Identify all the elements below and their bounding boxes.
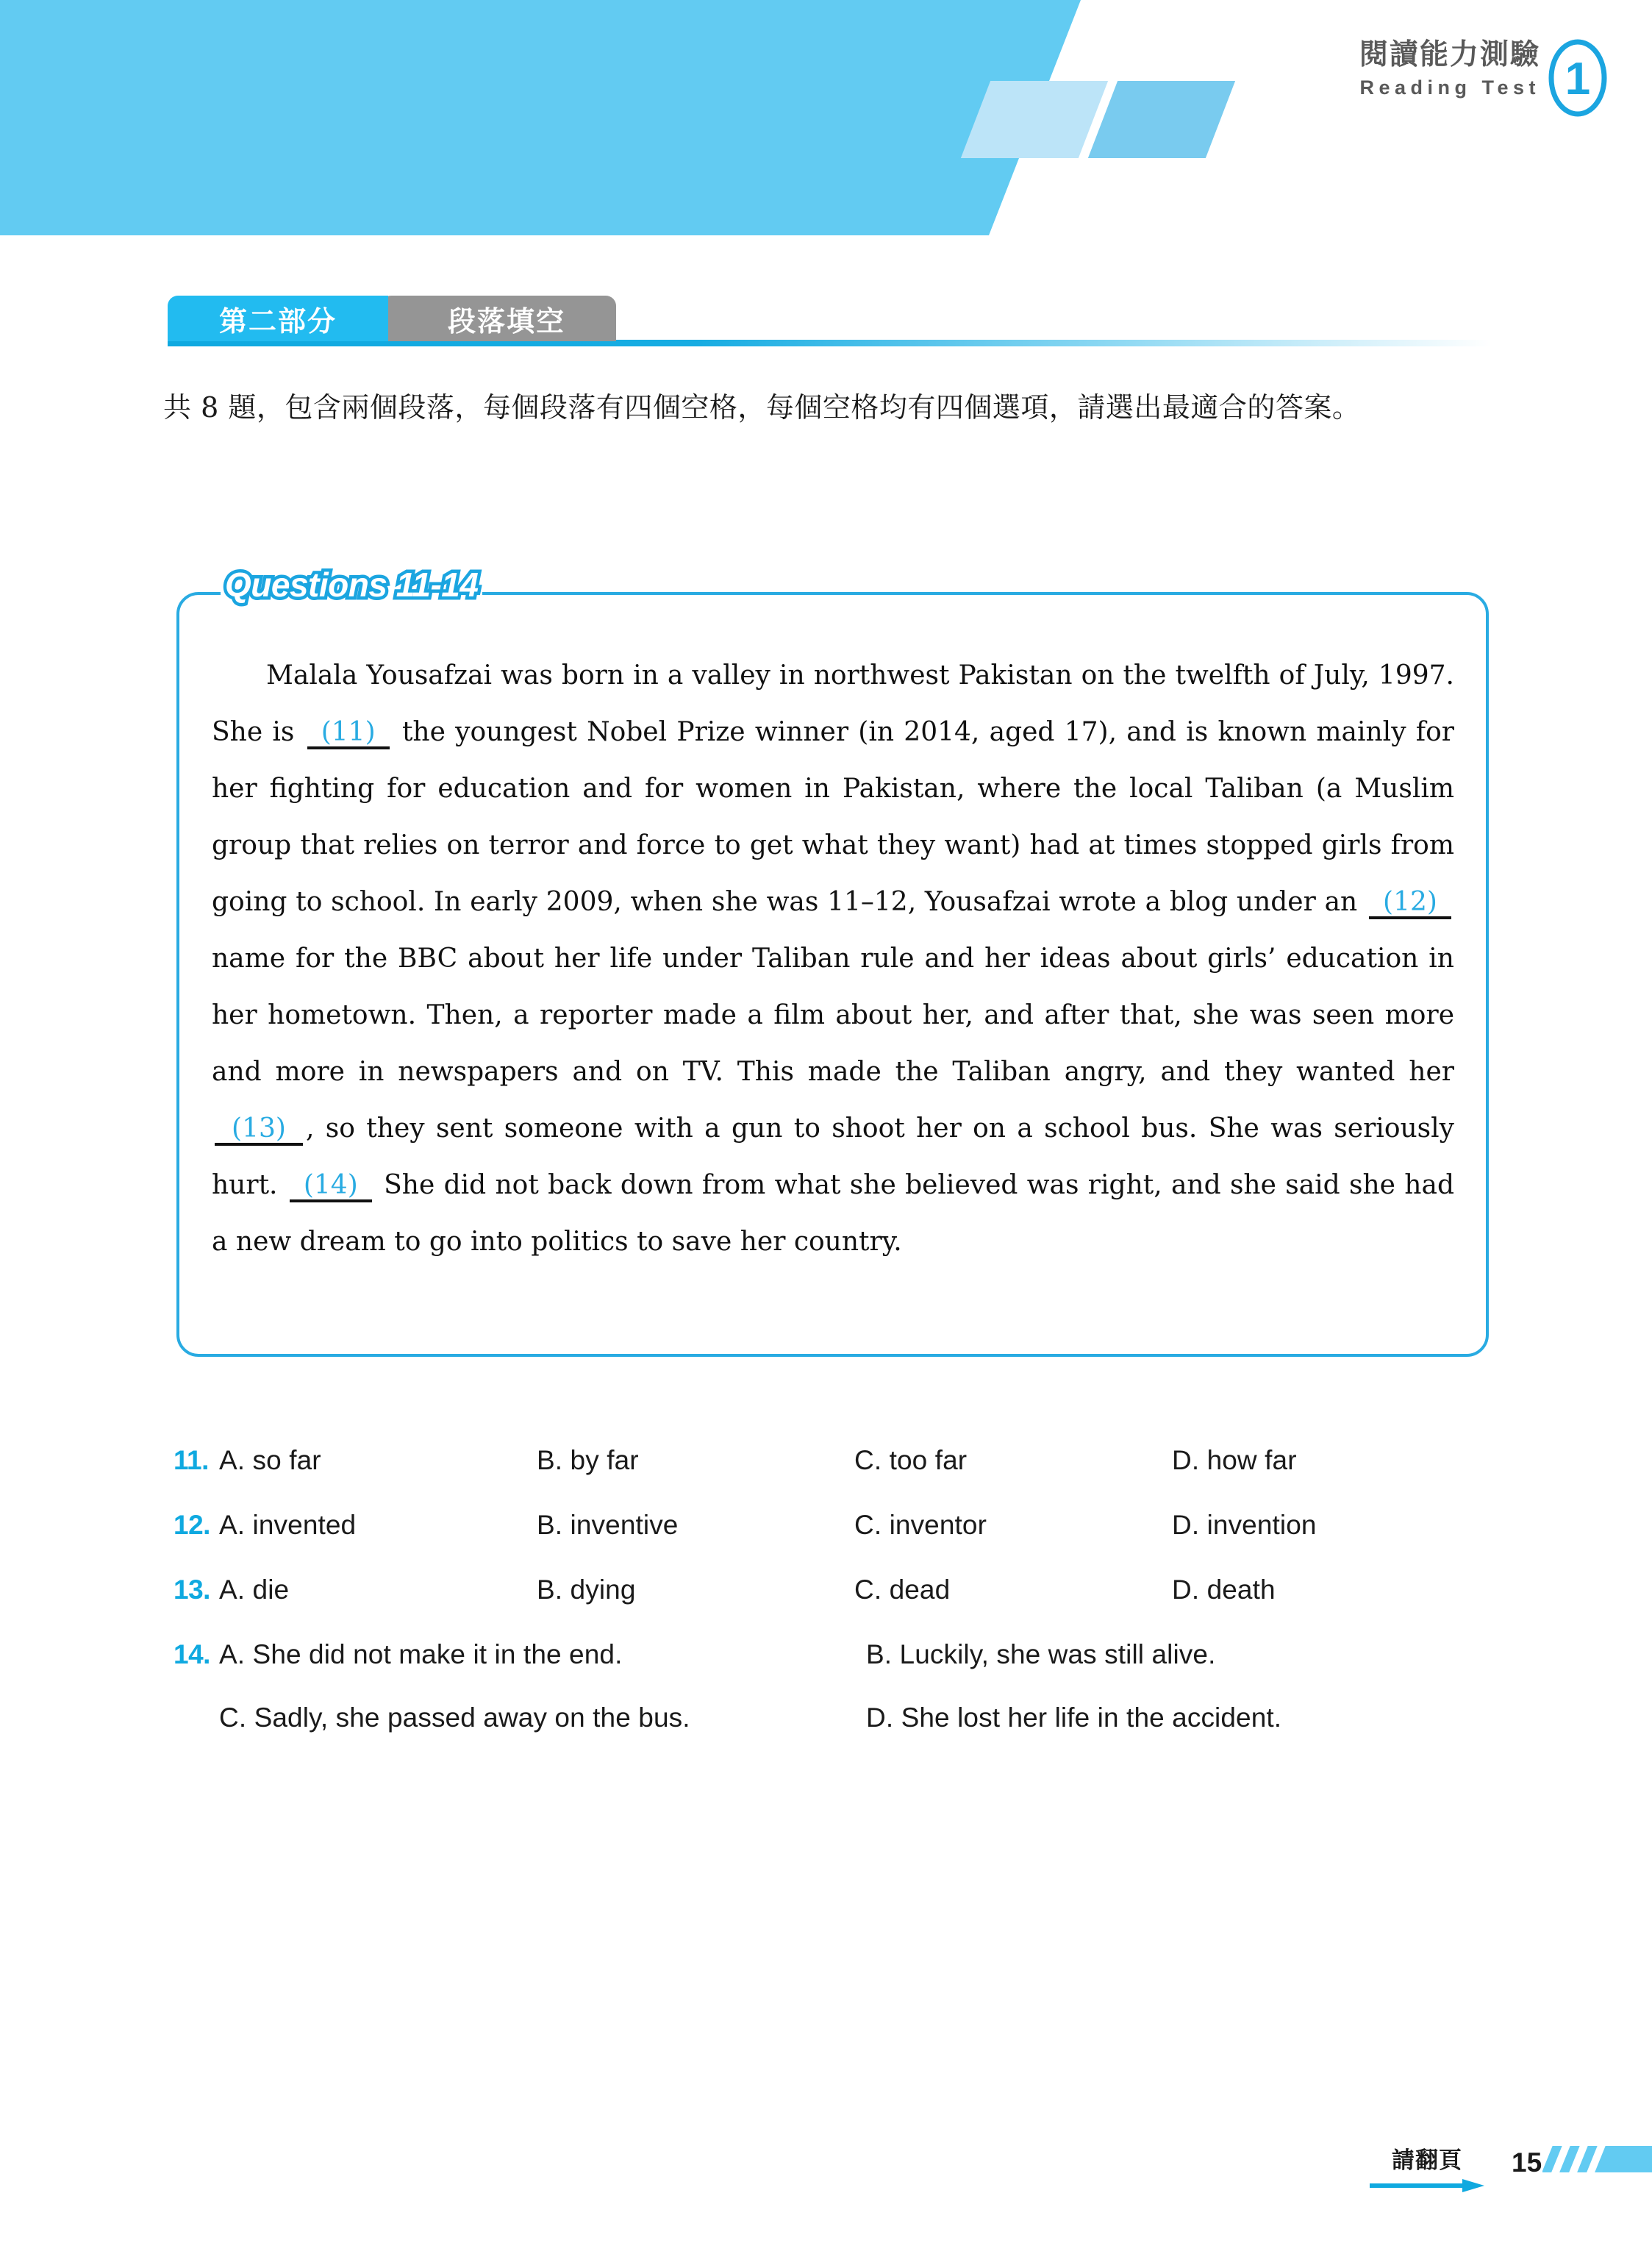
option-14-a[interactable]: A. She did not make it in the end. [219, 1639, 623, 1669]
passage-segment-4: , so they sent someone with a gun to shoot her on a school bus. She was seriously hurt. [212, 1113, 1454, 1200]
footer-stripe-decoration [1542, 2146, 1652, 2172]
reading-passage [212, 647, 1454, 1270]
test-number-badge [1548, 38, 1608, 118]
question-row-11 [174, 1445, 1490, 1476]
question-number-13: 13. [174, 1575, 210, 1605]
option-12-c[interactable]: C. inventor [854, 1510, 987, 1540]
section-instructions: 共 8 題，包含兩個段落，每個段落有四個空格，每個空格均有四個選項，請選出最適合的答案。 [163, 391, 1361, 424]
blank-14[interactable]: (14) [290, 1172, 372, 1202]
svg-text:1: 1 [1565, 54, 1591, 104]
option-14-b[interactable]: B. Luckily, she was still alive. [866, 1639, 1216, 1669]
question-row-12 [174, 1510, 1490, 1541]
option-13-a[interactable]: A. die [219, 1575, 290, 1605]
passage-segment-5: She did not back down from what she believed was right, and she said she had a new dream to go into politics to save her country. [212, 1170, 1454, 1257]
blank-12[interactable]: (12) [1369, 888, 1451, 919]
option-12-a[interactable]: A. invented [219, 1510, 357, 1540]
turn-page-arrow-icon [1357, 2178, 1497, 2197]
option-12-b[interactable]: B. inventive [537, 1510, 679, 1540]
page-number: 15 [1512, 2147, 1542, 2178]
tab-section-part: 第二部分 [168, 296, 388, 341]
option-11-a[interactable]: A. so far [219, 1445, 321, 1475]
header-title-group [1359, 38, 1540, 99]
option-14-d[interactable]: D. She lost her life in the accident. [866, 1702, 1282, 1733]
question-number-14: 14. [174, 1639, 210, 1669]
header-parallelogram-dark-icon [1088, 81, 1235, 158]
option-12-d[interactable]: D. invention [1172, 1510, 1317, 1540]
tab-section-subtitle: 段落填空 [381, 296, 616, 341]
header-blue-shape [0, 0, 1081, 235]
answer-options-list [174, 1445, 1490, 1767]
option-13-b[interactable]: B. dying [537, 1575, 636, 1605]
question-number-11: 11. [174, 1445, 209, 1475]
blank-11[interactable]: (11) [307, 718, 390, 749]
option-11-d[interactable]: D. how far [1172, 1445, 1297, 1475]
question-number-12: 12. [174, 1510, 210, 1540]
blank-13[interactable]: (13) [215, 1115, 303, 1146]
passage-segment-3: name for the BBC about her life under Taliban rule and her ideas about girls’ education in her hometown. Then, a reporter made a film about her, and after that, she was seen more and more in newspapers and on TV. This made the Taliban angry, and they wanted her [212, 944, 1454, 1087]
header-title-chinese: 閱讀能力測驗 [1359, 38, 1540, 71]
page-header [0, 0, 1652, 235]
question-row-13 [174, 1575, 1490, 1605]
questions-range-label: Questions 11-14 [221, 565, 482, 605]
passage-segment-1: Malala Yousafzai was born in a valley in northwest Pakistan on the twelfth of July, 1997. She is [212, 660, 1454, 747]
option-11-c[interactable]: C. too far [854, 1445, 968, 1475]
passage-segment-2: the youngest Nobel Prize winner (in 2014, aged 17), and is known mainly for her fighting for education and for women in Pakistan, where the local Taliban (a Muslim group that relies on terror and force to get what they want) had at times stopped girls from going to school. In early 2009, when she was 11–12, Yousafzai wrote a blog under an [212, 717, 1454, 917]
turn-page-label: 請翻頁 [1392, 2147, 1462, 2174]
option-13-c[interactable]: C. dead [854, 1575, 951, 1605]
header-title-english: Reading Test [1359, 76, 1540, 99]
option-11-b[interactable]: B. by far [537, 1445, 639, 1475]
option-14-c[interactable]: C. Sadly, she passed away on the bus. [219, 1702, 690, 1733]
turn-page-indicator [1357, 2142, 1497, 2197]
question-row-14 [174, 1639, 1490, 1733]
option-13-d[interactable]: D. death [1172, 1575, 1276, 1605]
